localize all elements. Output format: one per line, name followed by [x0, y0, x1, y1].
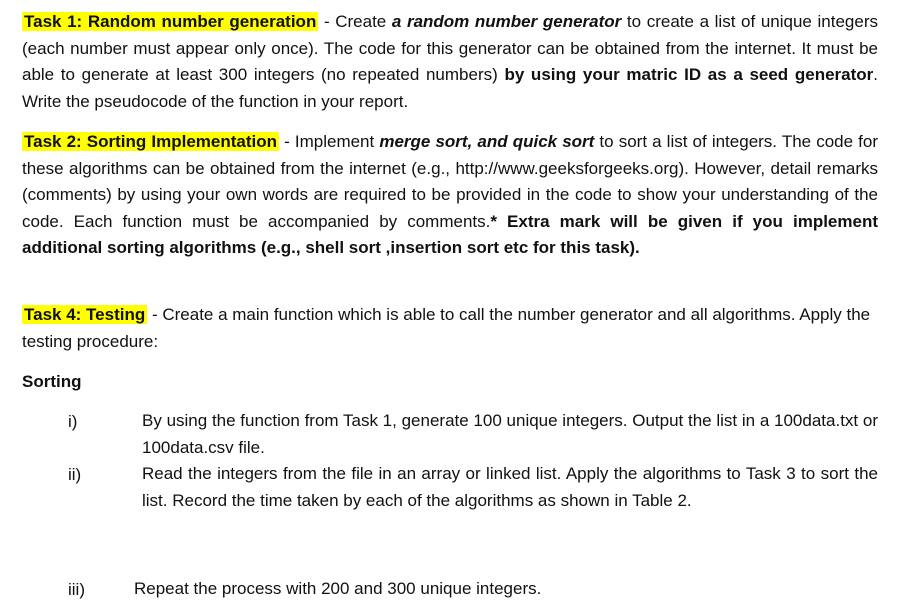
list-item-number: iii) — [68, 580, 85, 599]
task1-label: Task 1: Random number generation — [24, 12, 317, 31]
task2-emphasis-1: merge sort, and quick sort — [379, 132, 595, 151]
task2-text-2: to sort a list of integers. The code for these algorithms can be obtained from the internet (e.g., http://www.geeksforgeeks.org). However, detail remarks (comments) by using your own words are required to be provided in the code to show your understanding of the code. Each function must be accompanied by comments. — [22, 132, 879, 231]
list-item-text: By using the function from Task 1, generate 100 unique integers. Output the list in a 100data.txt or 100data.csv file. — [142, 411, 878, 457]
task1-paragraph — [22, 9, 878, 115]
sorting-heading: Sorting — [22, 372, 82, 391]
task4-label: Task 4: Testing — [24, 305, 146, 324]
task2-label: Task 2: Sorting Implementation — [24, 132, 278, 151]
list-item-text: Read the integers from the file in an array or linked list. Apply the algorithms to Task 3 to sort the list. Record the time taken by each of the algorithms as shown in Table 2. — [142, 464, 878, 510]
task1-emphasis-1: a random number generator — [391, 12, 622, 31]
task2-text-1: - Implement — [279, 132, 380, 151]
task4-text-1: - Create a main function which is able to call the number generator and all algorithms. Apply the testing procedure: — [22, 305, 871, 351]
task2-emphasis-2: * Extra mark will be given if you implement additional sorting algorithms (e.g., shell sort ,insertion sort etc for this task). — [22, 211, 878, 257]
task2-paragraph — [22, 129, 878, 262]
task4-paragraph — [22, 302, 878, 355]
task1-text-1: - Create — [318, 12, 392, 31]
task1-text-3: . Write the pseudocode of the function in your report. — [22, 65, 878, 111]
task1-text-2: to create a list of unique integers (each number must appear only once). The code for this generator can be obtained from the internet. It must be able to generate at least 300 integers (no repeated numbers) — [22, 12, 878, 84]
list-item-text: Repeat the process with 200 and 300 unique integers. — [134, 579, 542, 598]
list-item-number: i) — [68, 412, 78, 431]
list-item-number: ii) — [68, 465, 82, 484]
task1-emphasis-2: by using your matric ID as a seed generator — [504, 65, 874, 84]
